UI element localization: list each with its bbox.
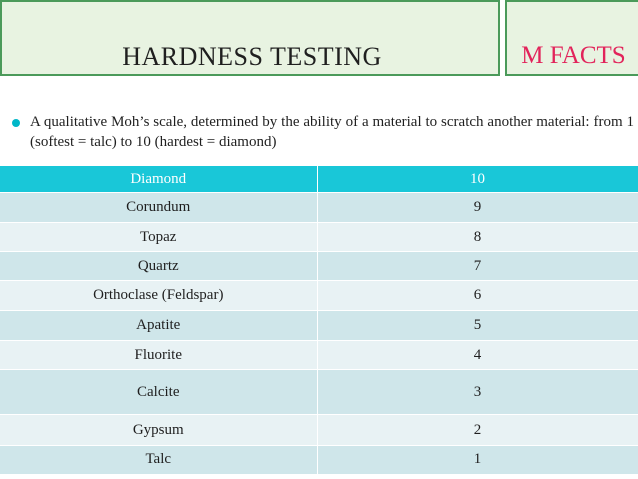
title-box [0,0,500,76]
hardness-cell: 8 [317,223,638,252]
mineral-cell: Apatite [0,311,317,341]
page-title: HARDNESS TESTING [122,42,382,71]
table-row [0,281,638,311]
table-row [0,223,638,252]
mineral-cell: Orthoclase (Feldspar) [0,281,317,311]
bullet-text: A qualitative Moh’s scale, determined by the ability of a material to scratch another material: from 1 (softest = talc) to 10 (hardest = diamond) [30,114,634,150]
table-header-mineral: Diamond [0,166,317,193]
hardness-cell: 5 [317,311,638,341]
facts-box [505,0,638,76]
mineral-cell: Topaz [0,223,317,252]
table-header-row [0,166,638,193]
hardness-cell: 6 [317,281,638,311]
hardness-cell: 4 [317,341,638,370]
table-header-hardness: 10 [317,166,638,193]
hardness-cell: 1 [317,446,638,474]
hardness-cell: 3 [317,370,638,415]
bullet-point [12,112,634,152]
mineral-cell: Calcite [0,370,317,415]
table-row [0,193,638,223]
mineral-cell: Gypsum [0,415,317,446]
table-row [0,341,638,370]
hardness-cell: 2 [317,415,638,446]
mohs-scale-table [0,166,638,474]
hardness-cell: 9 [317,193,638,223]
facts-label: M FACTS [521,42,626,69]
mineral-cell: Corundum [0,193,317,223]
table-row [0,446,638,474]
bullet-dot-icon [12,119,20,127]
mineral-cell: Quartz [0,252,317,281]
mineral-cell: Fluorite [0,341,317,370]
table-row [0,415,638,446]
mineral-cell: Talc [0,446,317,474]
table-row [0,252,638,281]
hardness-cell: 7 [317,252,638,281]
table-row [0,311,638,341]
table-row [0,370,638,415]
